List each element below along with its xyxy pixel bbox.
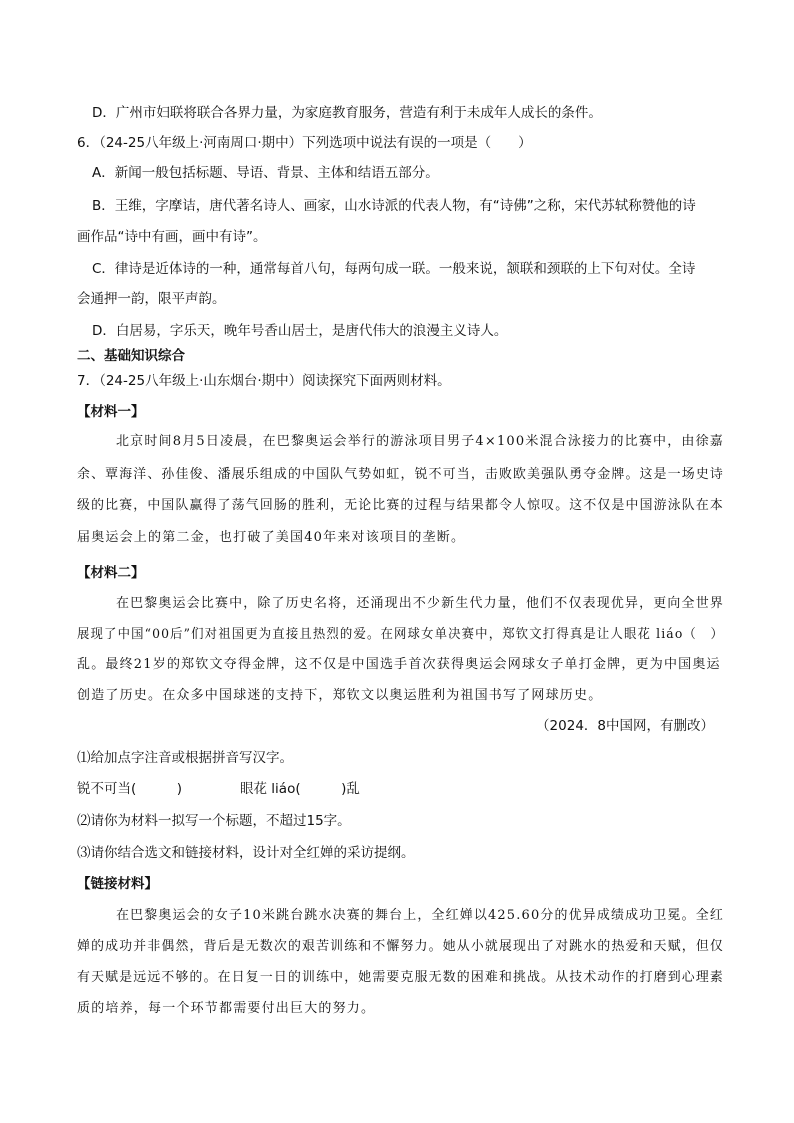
q6-option-a: A．新闻一般包括标题、导语、背景、主体和结语五部分。: [92, 165, 439, 181]
material2-line: 展现了中国“00后”们对祖国更为直接且热烈的爱。在网球女单决赛中，郑钦文打得真是让人眼花 liáo（ ）: [77, 627, 725, 642]
q7-sub1: ⑴给加点字注音或根据拼音写汉字。: [77, 750, 293, 766]
q6-option-c-line2: 会通押一韵，限平声韵。: [77, 291, 226, 307]
section-heading: 二、基础知识综合: [77, 348, 185, 364]
q7-sub1-word1: 锐不可当( ): [77, 781, 183, 797]
q5-option-d: D．广州市妇联将联合各界力量，为家庭教育服务，营造有利于未成年人成长的条件。: [92, 105, 602, 121]
q6-option-b-line2: 画作品“诗中有画，画中有诗”。: [77, 229, 267, 245]
link-material-line: 婵的成功并非偶然，背后是无数次的艰苦训练和不懈努力。她从小就展现出了对跳水的热爱和天赋，但仅: [77, 939, 724, 954]
material2-line: 创造了历史。在众多中国球迷的支持下，郑钦文以奥运胜利为祖国书写了网球历史。: [77, 688, 603, 703]
link-material-line: 在巴黎奥运会的女子10米跳台跳水决赛的舞台上，全红婵以425.60分的优异成绩成功卫冕。全红: [116, 908, 724, 923]
material-source: （2024．8中国网，有删改）: [536, 718, 714, 734]
link-material-line: 有天赋是远远不够的。在日复一日的训练中，她需要克服无数的困难和挑战。从技术动作的打磨到心理素: [77, 970, 724, 985]
material1-line: 北京时间8月5日凌晨，在巴黎奥运会举行的游泳项目男子4×100米混合泳接力的比赛中，由徐嘉: [116, 434, 724, 449]
material2-title: 【材料二】: [77, 565, 145, 581]
q6-option-c-line1: C．律诗是近体诗的一种，通常每首八句，每两句成一联。一般来说，颔联和颈联的上下句对仗。全诗: [92, 261, 696, 277]
material1-line: 余、覃海洋、孙佳俊、潘展乐组成的中国队气势如虹，锐不可当，击败欧美强队勇夺金牌。这是一场史诗: [77, 467, 724, 482]
link-material-title: 【链接材料】: [77, 876, 158, 892]
q6-option-d: D．白居易，字乐天，晚年号香山居士，是唐代伟大的浪漫主义诗人。: [92, 323, 508, 339]
q7-sub3: ⑶请你结合选文和链接材料，设计对全红婵的采访提纲。: [77, 845, 415, 861]
material1-title: 【材料一】: [77, 404, 145, 420]
material1-line: 级的比赛，中国队赢得了荡气回肠的胜利，无论比赛的过程与结果都令人惊叹。这不仅是中国游泳队在本: [77, 498, 724, 513]
q7-stem: 7．（24-25八年级上·山东烟台·期中）阅读探究下面两则材料。: [77, 373, 451, 389]
material2-line: 在巴黎奥运会比赛中，除了历史名将，还涌现出不少新生代力量，他们不仅表现优异，更向全世界: [116, 596, 724, 611]
q7-sub1-word2: 眼花 liáo( )乱: [240, 781, 360, 797]
link-material-line: 质的培养，每一个环节都需要付出巨大的努力。: [77, 1001, 376, 1016]
material1-line: 届奥运会上的第二金，也打破了美国40年来对该项目的垄断。: [77, 530, 466, 545]
q7-sub2: ⑵请你为材料一拟写一个标题，不超过15字。: [77, 813, 351, 829]
q6-option-b-line1: B．王维，字摩诘，唐代著名诗人、画家，山水诗派的代表人物，有“诗佛”之称，宋代苏轼称赞他的诗: [92, 198, 696, 214]
q6-stem: 6．（24-25八年级上·河南周口·期中）下列选项中说法有误的一项是（ ）: [77, 135, 532, 151]
material2-line: 乱。最终21岁的郑钦文夺得金牌，这不仅是中国选手首次获得奥运会网球女子单打金牌，更为中国奥运: [77, 657, 721, 672]
